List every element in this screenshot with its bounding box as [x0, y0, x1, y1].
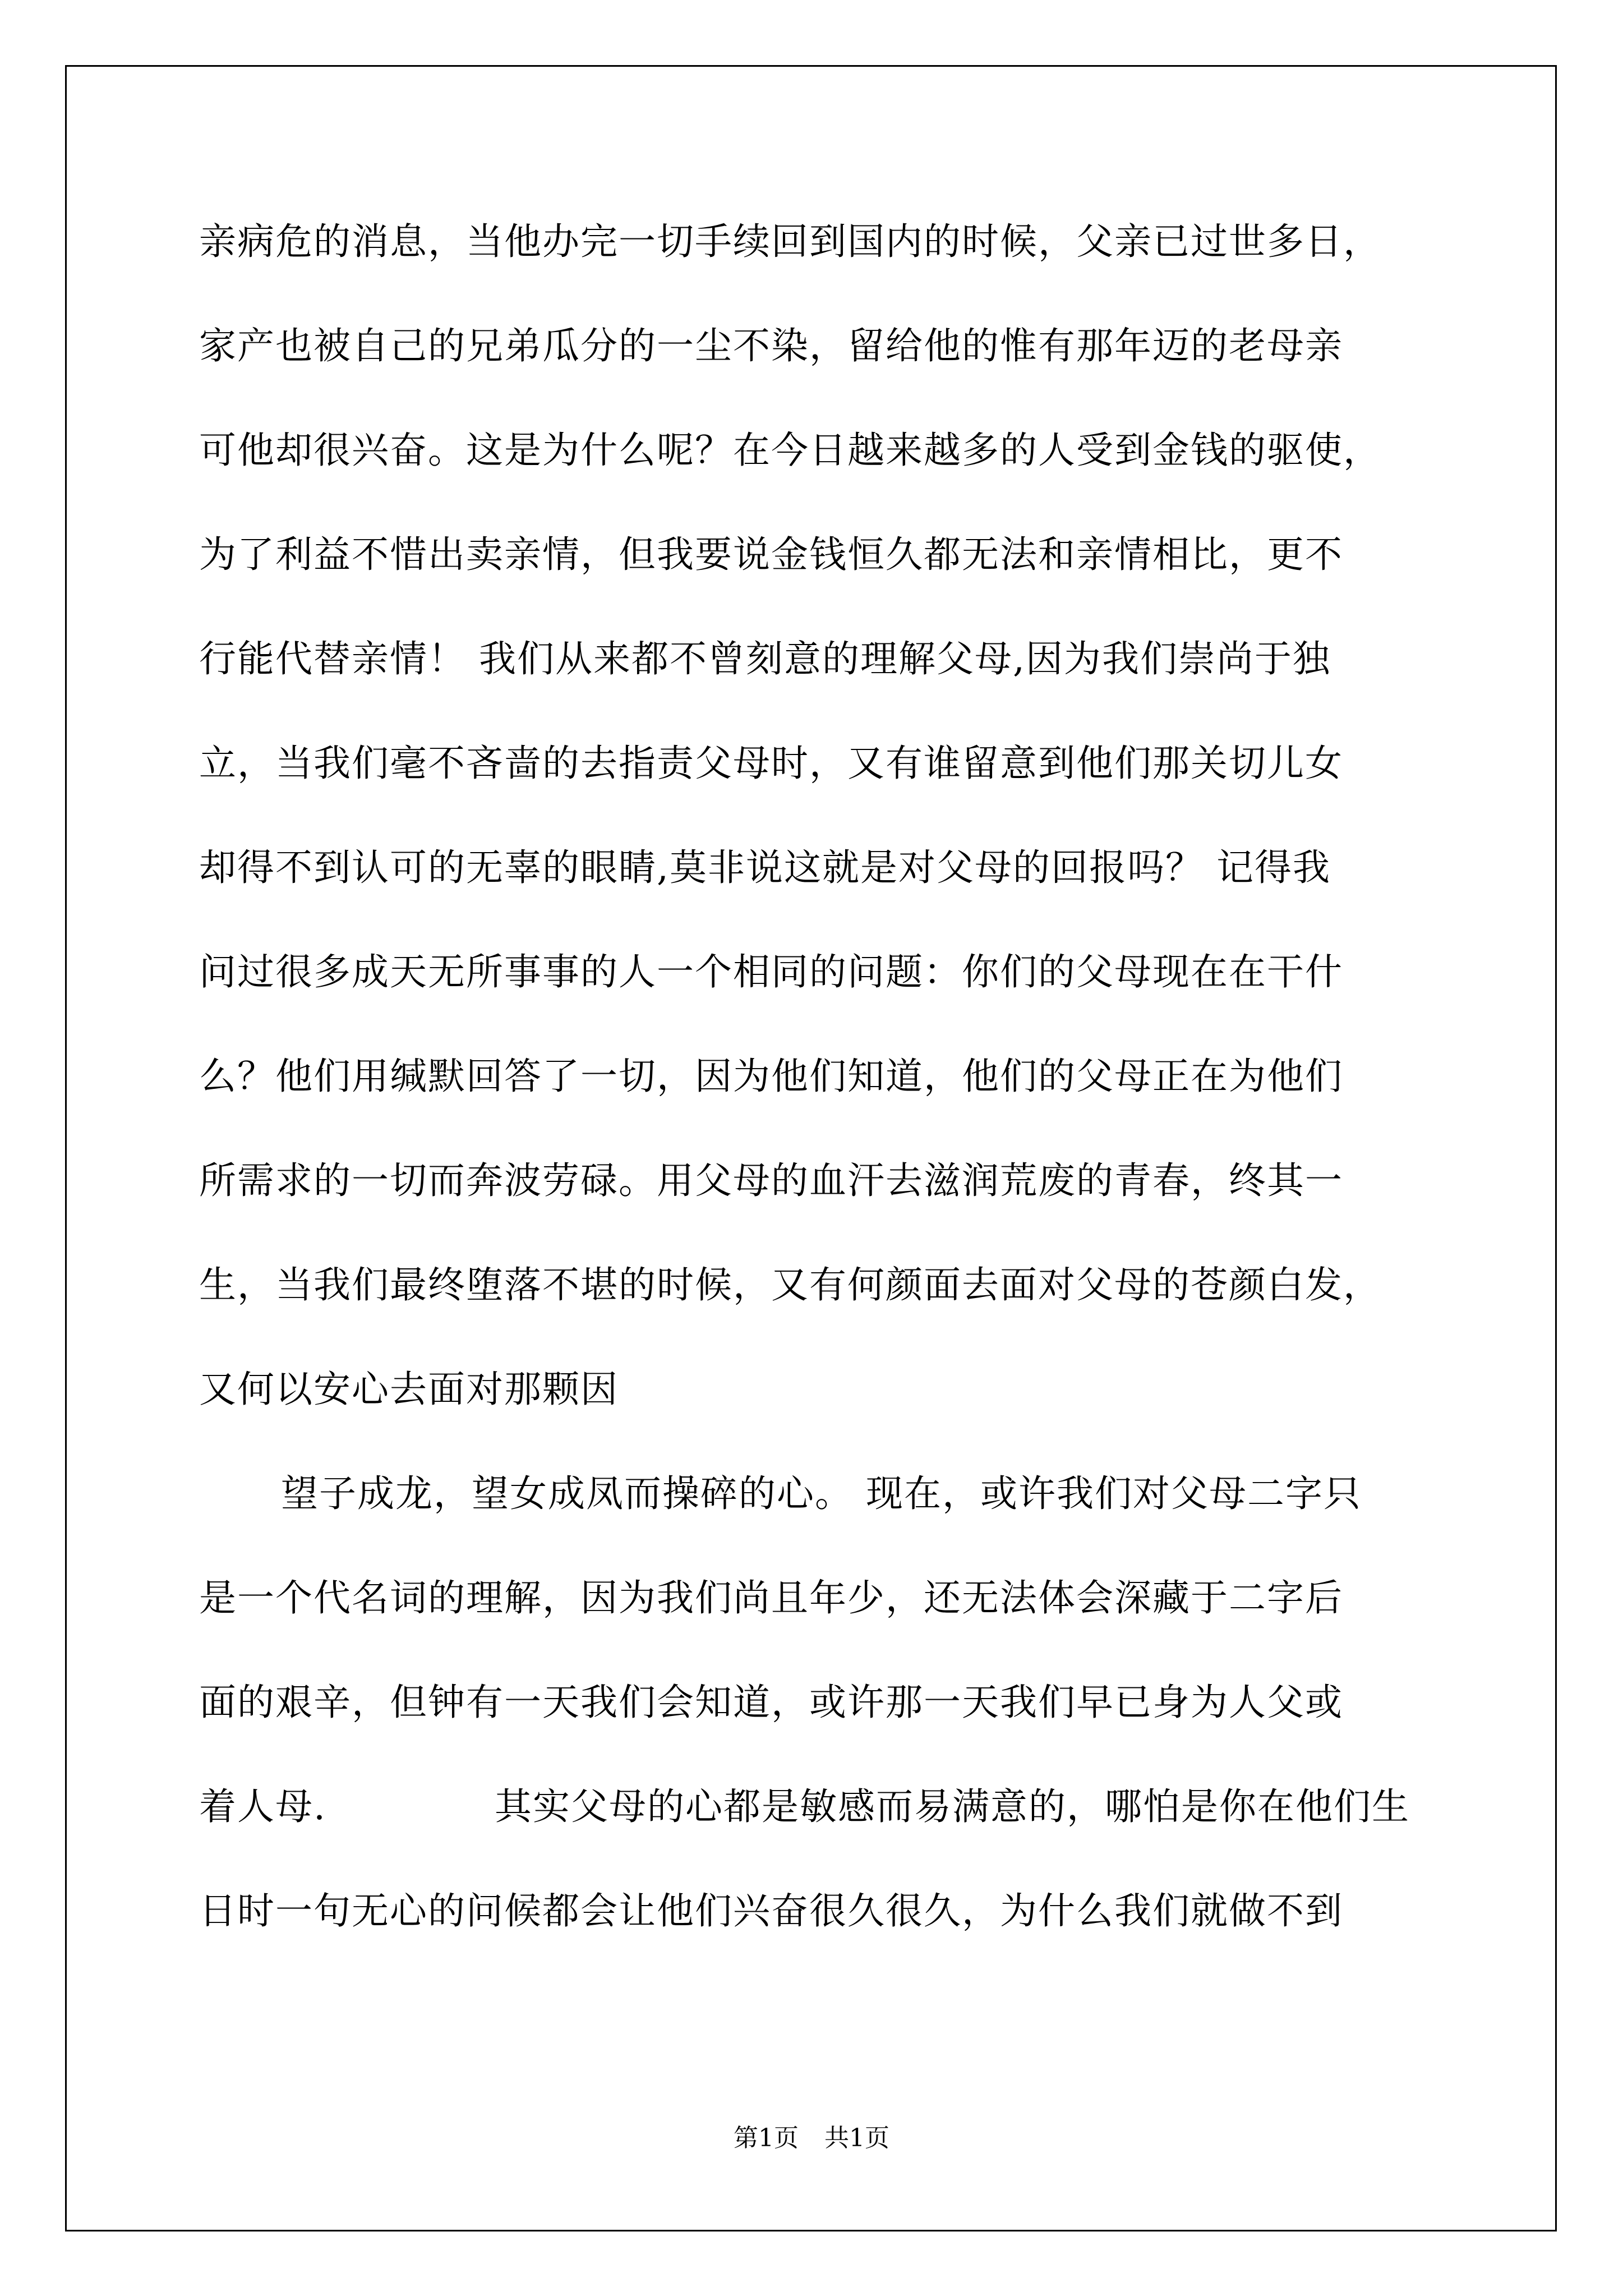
text-line: 生，当我们最终堕落不堪的时候，又有何颜面去面对父母的苍颜白发， — [199, 1263, 1381, 1306]
text-line: 所需求的一切而奔波劳碌。用父母的血汗去滋润荒废的青春，终其一 — [199, 1159, 1343, 1202]
text-line: 面的艰辛，但钟有一天我们会知道，或许那一天我们早已身为人父或 — [199, 1681, 1343, 1724]
paragraph-first-line: 望子成龙，望女成凤而操碎的心。 现在，或许我们对父母二字只 — [281, 1472, 1362, 1515]
text-line: 可他却很兴奋。这是为什么呢？在今日越来越多的人受到金钱的驱使， — [199, 429, 1381, 472]
total-pages: 共1页 — [824, 2124, 889, 2152]
text-line: 是一个代名词的理解，因为我们尚且年少，还无法体会深藏于二字后 — [199, 1576, 1343, 1619]
page-number: 第1页 — [734, 2124, 799, 2152]
text-line: 立，当我们毫不吝啬的去指责父母时，又有谁留意到他们那关切儿女 — [199, 742, 1343, 785]
text-line: 却得不到认可的无辜的眼睛,莫非说这就是对父母的回报吗？ 记得我 — [199, 846, 1331, 889]
text-line-split — [199, 1755, 1433, 1859]
text-fragment: 着人母. — [199, 1785, 326, 1828]
document-body — [199, 190, 1433, 1963]
text-line: 问过很多成天无所事事的人一个相同的问题：你们的父母现在在干什 — [199, 950, 1343, 993]
text-line: 行能代替亲情！ 我们从来都不曾刻意的理解父母,因为我们崇尚于独 — [199, 637, 1331, 680]
text-line: 亲病危的消息，当他办完一切手续回到国内的时候，父亲已过世多日， — [199, 220, 1381, 263]
page-footer — [0, 2118, 1623, 2154]
text-line: 家产也被自己的兄弟瓜分的一尘不染，留给他的惟有那年迈的老母亲 — [199, 324, 1343, 367]
text-line: 又何以安心去面对那颗因 — [199, 1368, 619, 1411]
text-line: 么？他们用缄默回答了一切，因为他们知道，他们的父母正在为他们 — [199, 1055, 1343, 1098]
text-line: 为了利益不惜出卖亲情，但我要说金钱恒久都无法和亲情相比，更不 — [199, 533, 1343, 576]
text-line: 日时一句无心的问候都会让他们兴奋很久很久，为什么我们就做不到 — [199, 1889, 1343, 1932]
text-fragment: 其实父母的心都是敏感而易满意的，哪怕是你在他们生 — [494, 1785, 1410, 1828]
